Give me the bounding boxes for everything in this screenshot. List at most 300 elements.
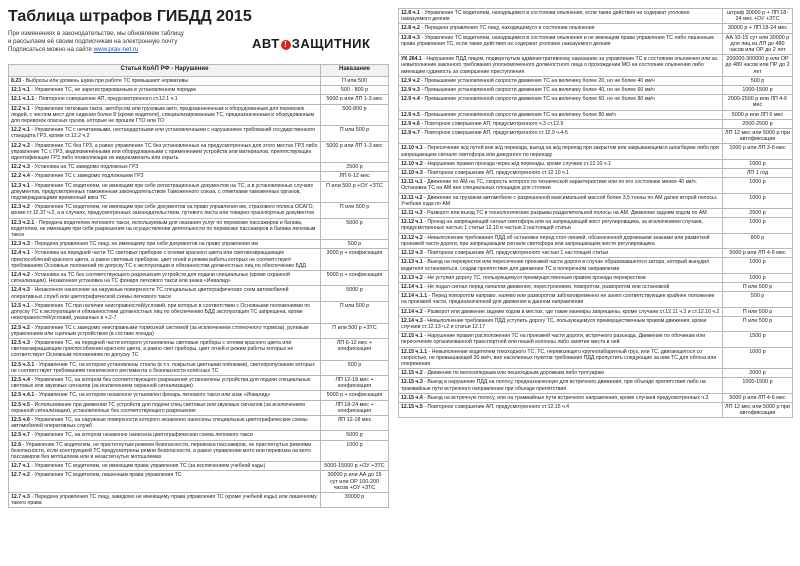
article-number: 12.7 ч.3 <box>11 493 32 500</box>
table-row <box>399 258 793 273</box>
penalty-cell: 1000 р <box>723 159 793 168</box>
penalty-cell: ЛП 12 мес или 5000 р при автофиксации <box>723 402 793 417</box>
left-column <box>8 8 388 508</box>
penalty-cell: 200000-300000 р или ОР до 480 часов или ПР до 2 лет <box>723 55 793 77</box>
violation-text: - Не уступил дорогу ТС, пользующемуся преимущественным правом проезда перекрестков <box>424 274 646 281</box>
violation-text: - Управление ТС, на передней части которого установлены световые приборы с огнями красного цвета или световозвращающие приспособления красного цвета, а равно свет приборы, цвет огней и режим работы которых не соответствует Основным положениям по допуску ТС <box>11 339 294 359</box>
table-row <box>399 347 793 369</box>
violation-text: - Повторное совершение АП, предусмотренного ст.12.15 ч.4 <box>424 403 570 410</box>
penalty-cell: 3000 р + конфискация <box>321 249 389 271</box>
penalty-cell: 5000 р <box>321 286 389 301</box>
penalty-cell: 1000-1500 р <box>723 378 793 393</box>
article-number: 12.11 ч.3 <box>401 210 424 217</box>
violation-text: - Управление ТС водителем, не пристегнутым ремнем безопасности, перевозка пассажиров, не пристегнутых ремнями безопасности, если конструкцией ТС предусмотрены ремни безопасности, а равно управление мото или перевозка на мото пассажиров без мотошлема или в незастегнутых мотошлемах <box>11 441 312 460</box>
penalty-cell: 1000 р <box>321 440 389 462</box>
violation-cell <box>9 218 321 240</box>
table-row <box>9 95 389 104</box>
table-row <box>9 271 389 286</box>
article-number: 12.4 ч.1 <box>11 250 32 257</box>
warning-icon: ! <box>281 40 291 50</box>
violation-text: - Управление ТС, на котором незаконно установлен фонарь легкового такси или знак «Инвалид» <box>35 392 271 399</box>
article-number: 12.4 ч.2 <box>11 272 32 279</box>
table-row <box>399 119 793 128</box>
violation-text: - Выезд в нарушение ПДД на полосу, предназначенную для встречного движения, при объезде препятствия либо на трамвайные пути встречного направления при объезде препятствия <box>401 379 706 392</box>
violation-text: - Управление ТС водителем, находящимся в состоянии опьянения и не имеющим права управления ТС либо лишенным права управления ТС, если такие действия не содержат уголовно наказуемого деяния <box>401 34 714 47</box>
table-row <box>9 462 389 471</box>
penalty-cell: 500 р <box>321 240 389 249</box>
violation-cell <box>399 233 723 248</box>
violation-cell <box>399 316 723 331</box>
violation-text: - Перед поворотом направо, налево или разворотом заблаговременно не занял соответствующее крайнее положение на проезжей части, предназначенной для движения в данном направлении <box>401 293 715 306</box>
table-row <box>399 378 793 393</box>
violation-text: - Использование при движении ТС устройств для подачи спец световых или звуковых сигналов (за исключением охранной сигнализации), установленных без соответствующего разрешения <box>11 401 305 414</box>
penalty-cell: 1000 р <box>723 258 793 273</box>
penalty-cell: 5000 р или ЛП 6 мес <box>723 110 793 119</box>
table-row <box>399 55 793 77</box>
article-number: 12.14 ч.2 <box>401 308 425 315</box>
penalty-cell: 5000 р + конфискация <box>321 271 389 286</box>
table-row <box>399 393 793 402</box>
article-number: 12.15 ч.2 <box>401 370 425 377</box>
violation-text: - Передача управления ТС лицу, заведомо не имеющему права управления ТС (кроме учебной езды) или лишенному такого права <box>11 493 317 507</box>
violation-text: - Невыполнение требования ПДД уступить дорогу ТС, пользующемуся преимущественным правом движения, кроме случаев ст.12.13 ч.2 и статьи 12.17 <box>401 317 707 330</box>
penalty-cell: 30000 р или АА до 15 сут или ОР 100-200 часов +ОУ +ЗТС <box>321 471 389 493</box>
table-row <box>9 104 389 126</box>
table-row <box>9 492 389 507</box>
article-number: 12.5 ч.3.1 <box>11 361 36 368</box>
article-number: 12.5 ч.6 <box>11 416 32 423</box>
violation-text: - Управление ТС с нечитаемыми, нестандартными или установленными с нарушением требований государственного стандарта ГРЗ, кроме ст.12.2 ч.2 <box>11 127 316 140</box>
table-row <box>399 86 793 95</box>
article-number: 12.5 ч.4.1 <box>11 392 36 399</box>
violation-text: - Нарушение правил расположения ТС на проезжей части дороги, встречного разъезда. Движение по обочинам или пересечение организованной транспортной или пешей колонны либо занятие места в ней <box>401 333 706 346</box>
table-row <box>9 360 389 375</box>
table-row <box>399 292 793 307</box>
violation-text: - Повторное совершение АП, предусмотренного ст.12.1 ч.1 <box>35 96 178 103</box>
penalty-cell: 2500 р <box>723 209 793 218</box>
article-number: 8.23 <box>11 78 23 84</box>
violation-cell <box>9 95 321 104</box>
penalty-cell: П или 500 р <box>321 301 389 323</box>
violation-cell <box>399 33 723 55</box>
article-number: 12.5 ч.2 <box>11 324 32 331</box>
violation-cell <box>399 282 723 291</box>
article-number: 12.5 ч.4 <box>11 376 32 383</box>
article-number: 12.10 ч.3 <box>401 170 425 177</box>
article-number: 12.8 ч.2 <box>401 25 422 32</box>
penalty-cell: 5000 р или ЛП 1-3 мес <box>321 141 389 163</box>
violation-cell <box>399 402 723 417</box>
penalty-cell: 1000 р <box>723 273 793 282</box>
violation-text: - Повторное совершение АП, предусмотренного ч.3 ст.12.9 <box>421 120 564 127</box>
table-row <box>9 86 389 95</box>
article-number: 12.15 ч.1 <box>401 333 425 340</box>
table-row <box>9 181 389 203</box>
penalty-cell: 2000-2500 р <box>723 119 793 128</box>
violation-text: - Управление ТС с заведомо неисправными тормозной системой (за исключением стояночного тормоза), рулевым управлением или сцепным устройством (в составе поезда) <box>11 324 309 337</box>
violation-cell <box>399 292 723 307</box>
violation-text: - Управление ТС, на котором установлены стекла (в т.ч. покрытые цветными плёнками), светопропускание которых не соответствует требованиям технического регламента о безопасности колёсных ТС <box>11 361 315 374</box>
penalty-cell: П или 500 р +ЗТС <box>321 323 389 338</box>
violation-text: - Выбросы или уровень шума при работе ТС превышают нормативы <box>22 78 189 84</box>
violation-cell <box>399 249 723 258</box>
penalty-cell: 30000 р <box>321 492 389 507</box>
table-row <box>9 301 389 323</box>
violation-text: - Движение по АМ на ТС, скорость которого по технической характеристике или по его состоянию менее 40 км/ч. Остановка ТС на АМ вне специальных площадок для стоянки <box>401 179 698 192</box>
article-number: 12.15 ч.5 <box>401 403 425 410</box>
violation-cell <box>9 400 321 415</box>
violation-cell <box>9 323 321 338</box>
violation-text: - Управление легковым такси, автобусом или грузовым авто, предназначенным и оборудованным для перевозок людей, с числом мест для сидения более 8 (кроме водителя), специализированным ТС, предназначенным и оборудованным для перевозок опасных грузов, которые не прошли ГТО или ТО <box>11 105 315 125</box>
article-number: 12.5 ч.1 <box>11 302 32 309</box>
violation-text: - Повторное совершение АП, предусмотренного ст.12.10 ч.1 <box>424 170 570 177</box>
violation-text: - Управление ТС при наличии неисправностей/условий, при которых в соответствии с Основными положениями по допуску ТС к эксплуатации и обязанностями должностных лиц по обеспечению БДД эксплуатация ТС запрещена, кроме неисправностей/условий, указанных в ч.2-7 <box>11 302 311 322</box>
table-row <box>399 369 793 378</box>
violation-cell <box>9 360 321 375</box>
penalty-cell: П или 500 р <box>723 307 793 316</box>
violation-text: - Управление ТС, на котором незаконно нанесена цветографическая схема легкового такси <box>31 432 253 439</box>
table-row <box>399 76 793 85</box>
table-row <box>9 77 389 86</box>
table-row <box>399 316 793 331</box>
penalty-cell: 1000-1500 р <box>723 86 793 95</box>
article-number: 12.13 ч.2 <box>401 274 425 281</box>
penalty-cell: 1000 р <box>723 178 793 193</box>
table-row <box>399 33 793 55</box>
penalty-cell: 2000-2500 р или ЛП 4-6 мес <box>723 95 793 110</box>
table-row <box>399 110 793 119</box>
article-number: 12.6 <box>11 441 23 448</box>
violation-cell <box>9 301 321 323</box>
table-row <box>399 159 793 168</box>
violation-cell <box>9 86 321 95</box>
table-row <box>9 471 389 493</box>
penalty-cell: 5000 р или ЛП 4-6 мес <box>723 249 793 258</box>
site-link[interactable]: www.prav-net.ru <box>93 46 139 53</box>
violation-cell <box>399 378 723 393</box>
logo-text-left: АВТ <box>252 36 280 51</box>
table-row <box>399 193 793 208</box>
article-number: 12.12 ч.3 <box>401 250 425 257</box>
article-number: 12.3 ч.2 <box>11 204 32 211</box>
penalty-cell: ЛП 12-18 мес <box>321 415 389 430</box>
violation-cell <box>399 76 723 85</box>
article-number: 12.3 ч.3 <box>11 241 32 248</box>
column-header-article: Статья КоАП РФ - Нарушение <box>9 65 321 77</box>
violation-text: - Передача водителем легкового такси, используемым для оказания услуг по перевозке пассажиров и багажа, водителем, не имеющим при себе разрешения на осуществление деятельности по перевозке пассажиров и багажа легковым такси <box>11 219 316 239</box>
article-number: 12.2 ч.3 <box>11 164 32 171</box>
violation-text: - Повторное совершение АП, предусмотренного частью 1 настоящей статьи <box>424 250 609 257</box>
fines-table-right <box>398 8 793 418</box>
violation-cell <box>9 391 321 400</box>
article-number: 12.5 ч.7 <box>11 432 32 439</box>
table-row <box>399 402 793 417</box>
violation-text: - Передача управления ТС лицу, не имеющему при себе документов на право управления им <box>31 241 258 248</box>
violation-text: - Управление ТС, на наружные поверхности которого незаконно нанесены специальные цветографические схемы автомобилей оперативных служб <box>11 416 308 430</box>
violation-text: - Управление ТС, на котором без соответствующего разрешения установлены устройства для подачи специальных световых или звуковых сигналов (за исключением охранной сигнализации) <box>11 376 311 390</box>
violation-cell <box>399 86 723 95</box>
penalty-cell: П или 500 р <box>321 203 389 218</box>
violation-cell <box>9 462 321 471</box>
article-number: 12.9 ч.7 <box>401 130 422 137</box>
table-row <box>9 203 389 218</box>
violation-cell <box>9 286 321 301</box>
article-number: 12.15 ч.3 <box>401 379 425 386</box>
fines-table-left <box>8 64 389 508</box>
table-row <box>9 400 389 415</box>
violation-cell <box>9 104 321 126</box>
table-row <box>399 209 793 218</box>
violation-text: - Управление ТС водителем, находящимся в состоянии опьянения, если такие действия не содержат уголовно наказуемого деяния <box>401 10 690 23</box>
article-number: 12.2 ч.1 <box>11 127 32 134</box>
violation-cell <box>9 271 321 286</box>
penalty-cell: АА 10-15 сут или 30000 р для лиц из ЛП до 480 часов или ОР до 2 лет <box>723 33 793 55</box>
table-row <box>399 9 793 24</box>
violation-text: - Превышение установленной скорости движения ТС на величину более 40, но не более 60 км/ч <box>421 87 655 94</box>
penalty-cell: штраф 30000 р + ЛП 18-24 мес +ОУ +ЗТС <box>723 9 793 24</box>
violation-cell <box>9 375 321 390</box>
penalty-cell: П или 500 р +ОУ +ЗТС <box>321 181 389 203</box>
violation-cell <box>9 172 321 181</box>
penalty-cell: 2500 р <box>321 163 389 172</box>
table-row <box>9 375 389 390</box>
penalty-cell: ЛП 1 год <box>723 169 793 178</box>
table-row <box>399 144 793 159</box>
penalty-cell: ЛП 18-24 мес + конфискация <box>321 400 389 415</box>
table-row <box>399 95 793 110</box>
table-row <box>9 391 389 400</box>
penalty-cell: 1000 р или ЛП 3-6 мес <box>723 144 793 159</box>
table-row <box>399 282 793 291</box>
table-row <box>399 233 793 248</box>
penalty-cell: ЛП 6-12 мес + конфискация <box>321 338 389 360</box>
violation-cell <box>399 178 723 193</box>
subtitle-line: При изменениях в законодательстве, мы обновляем таблицу <box>8 30 184 37</box>
table-row <box>399 273 793 282</box>
table-row <box>399 332 793 347</box>
violation-cell <box>9 338 321 360</box>
violation-cell <box>399 144 723 159</box>
violation-text: - Движение по велосипедным или пешеходным дорожкам либо тротуарам <box>424 370 604 377</box>
violation-text: - Выезд на встречную полосу, или на трамвайные пути встречного направления, кроме случаев предусмотренных ч.3 <box>424 394 709 401</box>
violation-cell <box>399 119 723 128</box>
article-number: 12.3 ч.1 <box>11 182 32 189</box>
violation-cell <box>399 273 723 282</box>
violation-cell <box>9 440 321 462</box>
violation-cell <box>399 332 723 347</box>
brand-logo <box>252 36 370 51</box>
violation-text: - Передача управления ТС лицу, находящемуся в состоянии опьянения <box>421 25 595 32</box>
violation-text: - Повторное совершение АП, предусмотренного ст.12.9 ч.4-5 <box>421 130 568 137</box>
violation-text: - Невыполнение водителем тихоходного ТС, ТС, перевозящего крупногабаритный груз, или ТС, двигающегося со скоростью, не превышающей 30 км/ч, вне населенных пунктов требования ПДД пропустить следующие за ним ТС для обгона или опережения <box>401 348 717 367</box>
violation-cell <box>9 141 321 163</box>
violation-cell <box>9 249 321 271</box>
article-number: УК 264.1 <box>401 56 424 63</box>
table-row <box>9 440 389 462</box>
article-number: 12.3 ч.2.1 <box>11 219 36 226</box>
subscribe-text: Подписаться можно на сайте <box>8 46 92 53</box>
right-column <box>398 8 792 418</box>
violation-text: - Управление ТС, не зарегистрированным в установленном порядке <box>31 87 197 94</box>
article-number: 12.11 ч.1 <box>401 179 424 186</box>
penalty-cell: 500 р <box>723 76 793 85</box>
table-row <box>9 240 389 249</box>
violation-text: - Установка на передней части ТС световых приборов с огнями красного цвета или световозвращающих приспособлений красного цвета, а равно световых приборов, цвет огней и режим работы которых не соответствуют требованиям Основных положений по допуску ТС к эксплуатации и обязанностям должностных лиц по обеспечению БДД <box>11 250 306 269</box>
violation-text: - Управление ТС водителем, не имеющим права управления ТС (за исключением учебной езды) <box>31 463 266 470</box>
article-number: 12.8 ч.3 <box>401 34 422 41</box>
table-row <box>9 323 389 338</box>
article-number: 12.10 ч.1 <box>401 145 425 152</box>
article-number: 12.14 ч.1 <box>401 283 425 290</box>
page-title: Таблица штрафов ГИБДД 2015 <box>8 8 252 25</box>
table-row <box>399 24 793 33</box>
penalty-cell: 5000 р <box>321 431 389 440</box>
article-number: 12.2 ч.1 <box>11 105 32 112</box>
penalty-cell: ЛП 12-18 мес + конфискация <box>321 375 389 390</box>
penalty-cell: 500 - 800 р <box>321 86 389 95</box>
violation-cell <box>399 110 723 119</box>
violation-text: - Нарушение правил проезда через ж/д переезды, кроме случаев ст.12.10 ч.1 <box>424 160 611 167</box>
penalty-cell: П или 500 р <box>723 282 793 291</box>
violation-cell <box>399 307 723 316</box>
article-number: 12.10 ч.2 <box>401 160 425 167</box>
article-number: 12.14 ч.1.1 <box>401 293 429 300</box>
article-number: 12.13 ч.1 <box>401 259 425 266</box>
violation-text: - Установка на ТС без соответствующего разрешения устройств для подачи специальных (кроме охранной сигнализации). Незаконная установка на ТС фонаря легкового такси или знака «Инвалид» <box>11 272 290 285</box>
violation-cell <box>399 95 723 110</box>
article-number: 12.9 ч.3 <box>401 87 422 94</box>
table-row <box>399 129 793 144</box>
table-row <box>9 415 389 430</box>
article-number: 12.9 ч.5 <box>401 111 422 118</box>
article-number: 12.1 ч.1 <box>11 87 32 94</box>
article-number: 12.7 ч.1 <box>11 463 32 470</box>
article-number: 12.2 ч.2 <box>11 142 32 149</box>
penalty-cell: 1000 р <box>723 347 793 369</box>
violation-text: - Превышение установленной скорости движения ТС на величину более 80 км/ч <box>421 111 616 118</box>
article-number: 12.9 ч.4 <box>401 96 422 103</box>
penalty-cell: 5000 р или ЛП 1-3 мес <box>321 95 389 104</box>
violation-cell <box>9 415 321 430</box>
table-row <box>9 338 389 360</box>
violation-text: - Установка на ТС заведомо подложных ГРЗ <box>31 164 139 171</box>
penalty-cell: 1000 р <box>723 193 793 208</box>
penalty-cell: П или 500 р <box>723 316 793 331</box>
violation-text: - Управление ТС водителем, лишенным права управления ТС <box>31 472 182 479</box>
article-number: 12.5 ч.5 <box>11 401 32 408</box>
subscribe-line <box>8 46 238 54</box>
violation-text: - Не подал сигнал перед началом движения, перестроением, поворотом, разворотом или остановкой <box>424 283 670 290</box>
article-number: 12.14 ч.3 <box>401 317 425 324</box>
violation-text: - Разворот или въезд ТС в технологические разрывы разделительной полосы на АМ. Движение задним ходом по АМ <box>423 210 707 217</box>
violation-text: - Нарушение ПДД лицом, подвергнутым административному наказанию за управление ТС в состоянии опьянения или за невыполнение законного требования уполномоченного должностного лица о прохождении МО на состояние опьянения либо имеющим судимость за совершение преступления <box>401 56 717 75</box>
violation-text: - Превышение установленной скорости движения ТС на величину более 20, но не более 40 км/ч <box>421 77 655 84</box>
table-row <box>9 218 389 240</box>
article-number: 12.15 ч.1.1 <box>401 348 429 355</box>
penalty-cell: 1000 р <box>723 218 793 233</box>
violation-cell <box>399 369 723 378</box>
violation-cell <box>9 471 321 493</box>
violation-cell <box>9 77 321 86</box>
violation-cell <box>399 55 723 77</box>
article-number: 12.12 ч.2 <box>401 234 425 241</box>
violation-cell <box>399 159 723 168</box>
article-number: 12.1 ч.1.1 <box>11 96 36 103</box>
table-row <box>9 141 389 163</box>
table-row <box>9 163 389 172</box>
article-number: 12.5 ч.3 <box>11 339 32 346</box>
violation-cell <box>9 203 321 218</box>
violation-text: - Невыполнение требования ПДД об остановке перед стоп-линией, обозначенной дорожными знаками или разметкой проезжей части дороги, при запрещающем сигнале светофора или запрещающем жесте регулировщика <box>401 234 710 247</box>
violation-text: - Управление ТС водителем, не имеющим при себе документов на право управления им, страхового полиса ОСАГО, кроме ст.12.37 ч.2, а в случаях, предусмотренных законодательством, путевого листа или товарно-транспортных документов <box>11 204 314 217</box>
violation-cell <box>399 129 723 144</box>
penalty-cell: 2000 р <box>723 369 793 378</box>
violation-text: - Проезд на запрещающий сигнал светофора или на запрещающий жест регулировщика, за исключением случаев, предусмотренных частью 1 статьи 12.10 и частью 2 настоящей статьи <box>401 219 704 232</box>
penalty-cell: 5000 р <box>321 218 389 240</box>
penalty-cell: 1500 р <box>723 332 793 347</box>
violation-text: - Пересечение ж/д путей вне ж/д переезда, выезд на ж/д переезд при закрытом или закрывающемся шлагбауме либо при запрещающем сигнале светофора или дежурного по переезду <box>401 145 719 158</box>
violation-cell <box>9 181 321 203</box>
logo-text-right: ЗАЩИТНИК <box>291 36 371 51</box>
violation-cell <box>399 218 723 233</box>
violation-text: - Разворот или движение задним ходом в местах, где такие маневры запрещены, кроме случаев ст.12.11 ч.3 и ст.12.16 ч.2 <box>424 308 720 315</box>
penalty-cell: 5000-15000 р +ОУ +ЗТС <box>321 462 389 471</box>
table-row <box>9 172 389 181</box>
penalty-cell: 5000 р + конфискация <box>321 391 389 400</box>
violation-cell <box>399 209 723 218</box>
subtitle-line: и рассылаем её своим подписчикам на электронную почту <box>8 38 178 45</box>
violation-text: - Управление ТС с заведомо подложными ГРЗ <box>31 173 144 180</box>
violation-text: - Выезд на перекресток или пересечение проезжей части дороги в случае образовавшегося затора, который вынудил водителя остановиться, создав препятствие для движения ТС в поперечном направлении <box>401 259 710 272</box>
article-number: 12.15 ч.4 <box>401 394 425 401</box>
violation-cell <box>9 492 321 507</box>
subtitle <box>8 30 238 54</box>
penalty-cell: ЛП 6-12 мес <box>321 172 389 181</box>
article-number: 12.11 ч.2 <box>401 194 424 201</box>
penalty-cell: 500 р <box>321 360 389 375</box>
violation-cell <box>399 9 723 24</box>
article-number: 12.7 ч.2 <box>11 472 32 479</box>
penalty-cell: 500-800 р <box>321 104 389 126</box>
penalty-cell: ЛП 12 мес или 5000 р при автофиксации <box>723 129 793 144</box>
violation-cell <box>399 258 723 273</box>
violation-cell <box>399 24 723 33</box>
table-row <box>399 307 793 316</box>
table-row <box>399 169 793 178</box>
violation-cell <box>9 126 321 141</box>
table-row <box>9 286 389 301</box>
violation-cell <box>399 393 723 402</box>
penalty-cell: 30000 р + ЛП 18-24 мес <box>723 24 793 33</box>
article-number: 12.4 ч.3 <box>11 287 32 294</box>
violation-cell <box>9 431 321 440</box>
violation-cell <box>399 193 723 208</box>
violation-cell <box>9 240 321 249</box>
table-row <box>9 126 389 141</box>
penalty-cell: 500 р <box>723 292 793 307</box>
violation-cell <box>9 163 321 172</box>
table-row <box>399 178 793 193</box>
violation-text: - Движение на грузовом автомобиле с разрешенной максимальной массой более 3,5 тонны по АМ далее второй полосы. Учебная езда по АМ <box>401 194 718 207</box>
article-number: 12.8 ч.1 <box>401 10 422 16</box>
violation-text: - Превышение установленной скорости движения ТС на величину более 60, но не более 80 км/ч <box>421 96 655 103</box>
table-row <box>9 249 389 271</box>
table-row <box>399 218 793 233</box>
penalty-cell: 5000 р или ЛП 4-6 мес <box>723 393 793 402</box>
article-number: 12.12 ч.1 <box>401 219 425 226</box>
table-row <box>399 249 793 258</box>
penalty-cell: П или 500 <box>321 77 389 86</box>
